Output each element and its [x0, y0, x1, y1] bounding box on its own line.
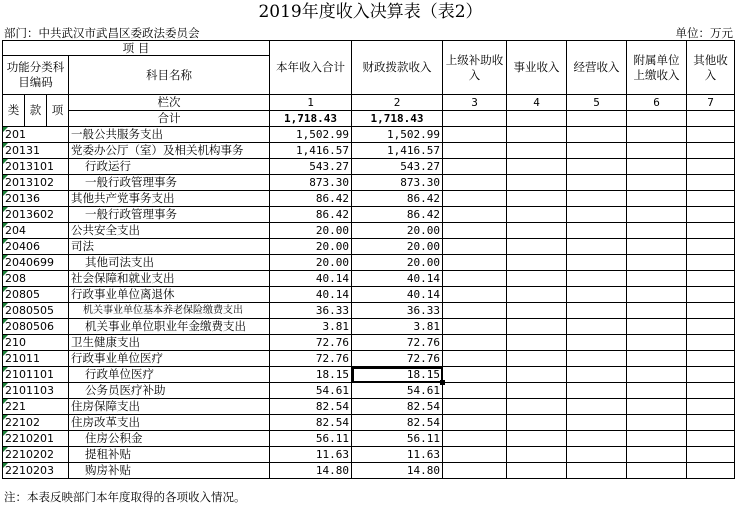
row-empty-cell[interactable]: [443, 207, 507, 223]
row-empty-cell[interactable]: [627, 447, 687, 463]
col-number-7: 7: [687, 95, 735, 111]
row-code[interactable]: 21011: [3, 351, 69, 367]
col-number-5: 5: [567, 95, 627, 111]
row-subject-name[interactable]: 提租补贴: [69, 447, 270, 463]
income-table: [2, 40, 735, 479]
row-empty-cell[interactable]: [567, 431, 627, 447]
row-subject-name[interactable]: 机关事业单位基本养老保险缴费支出: [69, 303, 270, 319]
row-empty-cell[interactable]: [687, 399, 735, 415]
row-empty-cell[interactable]: [443, 239, 507, 255]
row-fiscal[interactable]: 82.54: [352, 415, 443, 431]
row-code[interactable]: 201: [3, 127, 69, 143]
table-row: [3, 143, 735, 159]
row-fiscal[interactable]: 40.14: [352, 271, 443, 287]
total-year-value: 1,718.43: [270, 111, 352, 127]
row-empty-cell[interactable]: [687, 271, 735, 287]
row-empty-cell[interactable]: [507, 463, 567, 479]
row-empty-cell[interactable]: [627, 175, 687, 191]
row-empty-cell[interactable]: [507, 415, 567, 431]
col-number-3: 3: [443, 95, 507, 111]
row-empty-cell[interactable]: [567, 447, 627, 463]
row-empty-cell[interactable]: [443, 351, 507, 367]
row-empty-cell[interactable]: [627, 287, 687, 303]
row-year-total[interactable]: 1,416.57: [270, 143, 352, 159]
row-fiscal[interactable]: 3.81: [352, 319, 443, 335]
row-empty-cell[interactable]: [507, 335, 567, 351]
row-fiscal[interactable]: 20.00: [352, 223, 443, 239]
row-year-total[interactable]: 86.42: [270, 191, 352, 207]
row-empty-cell[interactable]: [507, 127, 567, 143]
row-fiscal[interactable]: 11.63: [352, 447, 443, 463]
total-cell-6: [627, 111, 687, 127]
row-empty-cell[interactable]: [443, 271, 507, 287]
row-empty-cell[interactable]: [443, 191, 507, 207]
row-empty-cell[interactable]: [567, 239, 627, 255]
row-empty-cell[interactable]: [567, 463, 627, 479]
row-code[interactable]: 2101101: [3, 367, 69, 383]
row-fiscal[interactable]: 82.54: [352, 399, 443, 415]
department-label: 部门：中共武汉市武昌区委政法委员会: [4, 26, 200, 40]
row-code[interactable]: 2080505: [3, 303, 69, 319]
row-empty-cell[interactable]: [627, 143, 687, 159]
total-cell-7: [687, 111, 735, 127]
row-empty-cell[interactable]: [443, 303, 507, 319]
row-empty-cell[interactable]: [567, 159, 627, 175]
row-year-total[interactable]: 82.54: [270, 399, 352, 415]
table-row: [3, 383, 735, 399]
lei-header: 类: [3, 95, 25, 127]
row-subject-name[interactable]: 购房补贴: [69, 463, 270, 479]
row-empty-cell[interactable]: [507, 143, 567, 159]
row-code[interactable]: 2080506: [3, 319, 69, 335]
col-header-business: 事业收入: [507, 41, 567, 95]
row-empty-cell[interactable]: [627, 399, 687, 415]
row-empty-cell[interactable]: [627, 191, 687, 207]
table-row: [3, 415, 735, 431]
row-year-total[interactable]: 14.80: [270, 463, 352, 479]
row-subject-name[interactable]: 其他共产党事务支出: [69, 191, 270, 207]
row-code[interactable]: 2101103: [3, 383, 69, 399]
row-empty-cell[interactable]: [687, 303, 735, 319]
row-empty-cell[interactable]: [627, 319, 687, 335]
row-empty-cell[interactable]: [507, 271, 567, 287]
xiang-header: 项: [47, 95, 69, 127]
row-empty-cell[interactable]: [507, 303, 567, 319]
row-empty-cell[interactable]: [507, 223, 567, 239]
total-cell-4: [507, 111, 567, 127]
row-empty-cell[interactable]: [627, 303, 687, 319]
row-empty-cell[interactable]: [567, 367, 627, 383]
row-empty-cell[interactable]: [687, 383, 735, 399]
row-code[interactable]: 2013101: [3, 159, 69, 175]
row-empty-cell[interactable]: [627, 463, 687, 479]
row-code[interactable]: 20805: [3, 287, 69, 303]
subject-name-header: 科目名称: [69, 56, 270, 95]
row-year-total[interactable]: 20.00: [270, 239, 352, 255]
row-empty-cell[interactable]: [687, 207, 735, 223]
row-year-total[interactable]: 36.33: [270, 303, 352, 319]
table-row: [3, 367, 735, 383]
row-empty-cell[interactable]: [443, 255, 507, 271]
row-empty-cell[interactable]: [567, 175, 627, 191]
table-row: [3, 223, 735, 239]
table-row: [3, 447, 735, 463]
row-subject-name[interactable]: 社会保障和就业支出: [69, 271, 270, 287]
kuan-header: 款: [25, 95, 47, 127]
row-empty-cell[interactable]: [687, 335, 735, 351]
col-number-4: 4: [507, 95, 567, 111]
row-empty-cell[interactable]: [687, 431, 735, 447]
func-code-header: 功能分类科目编码: [3, 56, 69, 95]
row-empty-cell[interactable]: [443, 335, 507, 351]
row-fiscal[interactable]: 72.76: [352, 335, 443, 351]
row-code[interactable]: 20136: [3, 191, 69, 207]
row-empty-cell[interactable]: [443, 431, 507, 447]
row-year-total[interactable]: 543.27: [270, 159, 352, 175]
row-subject-name[interactable]: 行政单位医疗: [69, 367, 270, 383]
row-fiscal[interactable]: 14.80: [352, 463, 443, 479]
row-year-total[interactable]: 54.61: [270, 383, 352, 399]
row-year-total[interactable]: 72.76: [270, 335, 352, 351]
row-empty-cell[interactable]: [687, 415, 735, 431]
row-empty-cell[interactable]: [507, 239, 567, 255]
row-empty-cell[interactable]: [687, 351, 735, 367]
row-empty-cell[interactable]: [567, 271, 627, 287]
table-row: [3, 127, 735, 143]
row-empty-cell[interactable]: [687, 239, 735, 255]
row-year-total[interactable]: 40.14: [270, 287, 352, 303]
row-fiscal[interactable]: 36.33: [352, 303, 443, 319]
row-code[interactable]: 2210201: [3, 431, 69, 447]
row-empty-cell[interactable]: [687, 127, 735, 143]
row-subject-name[interactable]: 公共安全支出: [69, 223, 270, 239]
row-empty-cell[interactable]: [627, 383, 687, 399]
row-code[interactable]: 22102: [3, 415, 69, 431]
row-code[interactable]: 210: [3, 335, 69, 351]
row-empty-cell[interactable]: [567, 143, 627, 159]
col-header-affiliated: 附属单位上缴收入: [627, 41, 687, 95]
row-empty-cell[interactable]: [687, 223, 735, 239]
row-empty-cell[interactable]: [567, 399, 627, 415]
row-year-total[interactable]: 72.76: [270, 351, 352, 367]
row-fiscal[interactable]: 86.42: [352, 191, 443, 207]
row-empty-cell[interactable]: [507, 447, 567, 463]
row-subject-name[interactable]: 其他司法支出: [69, 255, 270, 271]
row-subject-name[interactable]: 行政运行: [69, 159, 270, 175]
row-subject-name[interactable]: 一般行政管理事务: [69, 175, 270, 191]
row-empty-cell[interactable]: [627, 239, 687, 255]
total-fiscal-value: 1,718.43: [352, 111, 443, 127]
row-code[interactable]: 208: [3, 271, 69, 287]
row-empty-cell[interactable]: [507, 255, 567, 271]
row-fiscal[interactable]: 873.30: [352, 175, 443, 191]
row-empty-cell[interactable]: [567, 415, 627, 431]
table-row: [3, 351, 735, 367]
row-subject-name[interactable]: 行政事业单位离退休: [69, 287, 270, 303]
lanci-label: 栏次: [69, 95, 270, 111]
table-row: [3, 159, 735, 175]
row-empty-cell[interactable]: [443, 159, 507, 175]
row-year-total[interactable]: 82.54: [270, 415, 352, 431]
row-fiscal[interactable]: 40.14: [352, 287, 443, 303]
table-row: [3, 175, 735, 191]
row-code[interactable]: 20131: [3, 143, 69, 159]
row-empty-cell[interactable]: [507, 319, 567, 335]
row-empty-cell[interactable]: [567, 287, 627, 303]
row-empty-cell[interactable]: [507, 431, 567, 447]
row-code[interactable]: 2210202: [3, 447, 69, 463]
row-subject-name[interactable]: 住房公积金: [69, 431, 270, 447]
row-empty-cell[interactable]: [627, 431, 687, 447]
row-code[interactable]: 2210203: [3, 463, 69, 479]
row-fiscal[interactable]: 1,416.57: [352, 143, 443, 159]
row-empty-cell[interactable]: [567, 351, 627, 367]
row-empty-cell[interactable]: [687, 191, 735, 207]
row-empty-cell[interactable]: [567, 127, 627, 143]
row-empty-cell[interactable]: [567, 191, 627, 207]
row-empty-cell[interactable]: [687, 287, 735, 303]
row-empty-cell[interactable]: [687, 447, 735, 463]
row-subject-name[interactable]: 住房改革支出: [69, 415, 270, 431]
table-row: [3, 399, 735, 415]
row-subject-name[interactable]: 住房保障支出: [69, 399, 270, 415]
row-fiscal[interactable]: 18.15: [352, 367, 443, 383]
row-empty-cell[interactable]: [627, 255, 687, 271]
table-row: [3, 287, 735, 303]
col-header-fiscal: 财政拨款收入: [352, 41, 443, 95]
row-fiscal[interactable]: 543.27: [352, 159, 443, 175]
row-empty-cell[interactable]: [687, 255, 735, 271]
table-row: [3, 191, 735, 207]
project-header: 项 目: [3, 41, 270, 56]
row-empty-cell[interactable]: [443, 127, 507, 143]
row-empty-cell[interactable]: [687, 143, 735, 159]
col-header-superior: 上级补助收入: [443, 41, 507, 95]
row-year-total[interactable]: 20.00: [270, 223, 352, 239]
row-empty-cell[interactable]: [507, 191, 567, 207]
row-empty-cell[interactable]: [443, 287, 507, 303]
row-year-total[interactable]: 873.30: [270, 175, 352, 191]
row-year-total[interactable]: 11.63: [270, 447, 352, 463]
row-code[interactable]: 204: [3, 223, 69, 239]
row-empty-cell[interactable]: [507, 399, 567, 415]
col-header-operating: 经营收入: [567, 41, 627, 95]
total-label: 合计: [69, 111, 270, 127]
row-empty-cell[interactable]: [567, 335, 627, 351]
row-empty-cell[interactable]: [507, 207, 567, 223]
row-empty-cell[interactable]: [627, 351, 687, 367]
col-number-1: 1: [270, 95, 352, 111]
row-empty-cell[interactable]: [443, 383, 507, 399]
row-code[interactable]: 2040699: [3, 255, 69, 271]
row-empty-cell[interactable]: [507, 383, 567, 399]
row-subject-name[interactable]: 司法: [69, 239, 270, 255]
row-year-total[interactable]: 1,502.99: [270, 127, 352, 143]
row-empty-cell[interactable]: [627, 415, 687, 431]
row-empty-cell[interactable]: [567, 223, 627, 239]
row-empty-cell[interactable]: [507, 175, 567, 191]
row-fiscal[interactable]: 20.00: [352, 239, 443, 255]
row-subject-name[interactable]: 一般行政管理事务: [69, 207, 270, 223]
table-row: [3, 207, 735, 223]
col-header-other: 其他收入: [687, 41, 735, 95]
row-empty-cell[interactable]: [567, 207, 627, 223]
total-cell-5: [567, 111, 627, 127]
table-row: [3, 431, 735, 447]
row-fiscal[interactable]: 72.76: [352, 351, 443, 367]
row-empty-cell[interactable]: [627, 271, 687, 287]
row-empty-cell[interactable]: [507, 159, 567, 175]
row-subject-name[interactable]: 行政事业单位医疗: [69, 351, 270, 367]
row-empty-cell[interactable]: [567, 319, 627, 335]
row-empty-cell[interactable]: [627, 335, 687, 351]
total-cell-3: [443, 111, 507, 127]
row-empty-cell[interactable]: [687, 159, 735, 175]
table-row: [3, 255, 735, 271]
row-empty-cell[interactable]: [507, 351, 567, 367]
fill-handle[interactable]: [440, 380, 445, 385]
row-empty-cell[interactable]: [687, 367, 735, 383]
row-empty-cell[interactable]: [443, 415, 507, 431]
row-empty-cell[interactable]: [443, 399, 507, 415]
row-empty-cell[interactable]: [443, 319, 507, 335]
row-empty-cell[interactable]: [443, 143, 507, 159]
row-empty-cell[interactable]: [567, 255, 627, 271]
row-empty-cell[interactable]: [507, 287, 567, 303]
row-empty-cell[interactable]: [627, 367, 687, 383]
row-empty-cell[interactable]: [443, 223, 507, 239]
table-row: [3, 319, 735, 335]
row-empty-cell[interactable]: [687, 463, 735, 479]
row-empty-cell[interactable]: [567, 383, 627, 399]
row-fiscal[interactable]: 20.00: [352, 255, 443, 271]
row-empty-cell[interactable]: [687, 175, 735, 191]
row-empty-cell[interactable]: [443, 367, 507, 383]
row-empty-cell[interactable]: [627, 223, 687, 239]
table-row: [3, 303, 735, 319]
row-empty-cell[interactable]: [443, 463, 507, 479]
row-subject-name[interactable]: 机关事业单位职业年金缴费支出: [69, 319, 270, 335]
row-empty-cell[interactable]: [627, 127, 687, 143]
row-empty-cell[interactable]: [687, 319, 735, 335]
row-fiscal[interactable]: 86.42: [352, 207, 443, 223]
row-empty-cell[interactable]: [507, 367, 567, 383]
row-empty-cell[interactable]: [443, 447, 507, 463]
row-code[interactable]: 2013602: [3, 207, 69, 223]
row-code[interactable]: 221: [3, 399, 69, 415]
row-fiscal[interactable]: 54.61: [352, 383, 443, 399]
row-year-total[interactable]: 56.11: [270, 431, 352, 447]
row-year-total[interactable]: 18.15: [270, 367, 352, 383]
unit-label: 单位：万元: [675, 26, 733, 40]
col-number-2: 2: [352, 95, 443, 111]
table-row: [3, 239, 735, 255]
row-year-total[interactable]: 3.81: [270, 319, 352, 335]
table-row: [3, 463, 735, 479]
row-code[interactable]: 2013102: [3, 175, 69, 191]
row-subject-name[interactable]: 卫生健康支出: [69, 335, 270, 351]
row-year-total[interactable]: 20.00: [270, 255, 352, 271]
row-subject-name[interactable]: 公务员医疗补助: [69, 383, 270, 399]
footnote: 注：本表反映部门本年度取得的各项收入情况。: [4, 490, 246, 504]
row-empty-cell[interactable]: [567, 303, 627, 319]
row-empty-cell[interactable]: [627, 159, 687, 175]
col-number-6: 6: [627, 95, 687, 111]
report-title: 2019年度收入决算表（表2）: [258, 2, 483, 22]
row-subject-name[interactable]: 一般公共服务支出: [69, 127, 270, 143]
row-fiscal[interactable]: 56.11: [352, 431, 443, 447]
table-row: [3, 335, 735, 351]
row-year-total[interactable]: 40.14: [270, 271, 352, 287]
row-code[interactable]: 20406: [3, 239, 69, 255]
row-empty-cell[interactable]: [443, 175, 507, 191]
col-header-year-total: 本年收入合计: [270, 41, 352, 95]
row-subject-name[interactable]: 党委办公厅（室）及相关机构事务: [69, 143, 270, 159]
row-empty-cell[interactable]: [627, 207, 687, 223]
row-fiscal[interactable]: 1,502.99: [352, 127, 443, 143]
row-year-total[interactable]: 86.42: [270, 207, 352, 223]
table-row: [3, 271, 735, 287]
